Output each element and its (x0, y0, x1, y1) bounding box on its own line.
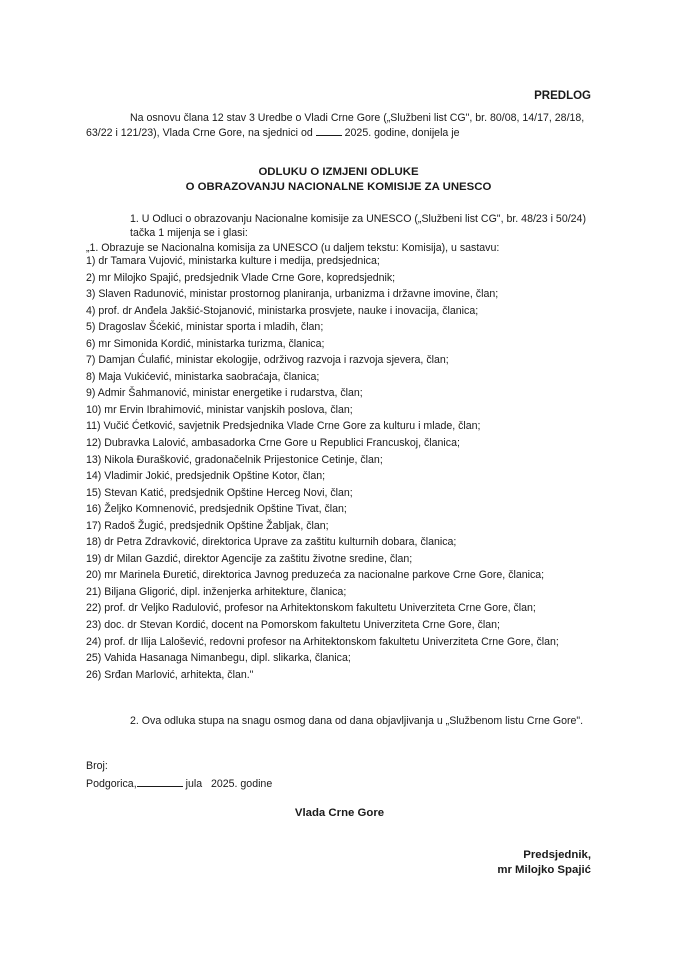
member-item: 10) mr Ervin Ibrahimović, ministar vanjskih poslova, član; (86, 403, 353, 416)
member-item: 25) Vahida Hasanaga Nimanbegu, dipl. slikarka, članica; (86, 652, 351, 665)
member-item: 18) dr Petra Zdravković, direktorica Uprave za zaštitu kulturnih dobara, članica; (86, 536, 457, 549)
government-name: Vlada Crne Gore (294, 807, 385, 819)
article-2 (86, 714, 591, 729)
member-item: 17) Radoš Žugić, predsjednik Opštine Žabljak, član; (86, 519, 329, 532)
document-label: PREDLOG (534, 90, 591, 102)
member-item: 11) Vučić Ćetković, savjetnik Predsjednika Vlade Crne Gore za kulturu i mlade, član; (86, 420, 481, 433)
member-item: 12) Dubravka Lalović, ambasadorka Crne Gore u Republici Francuskoj, članica; (86, 437, 460, 450)
decision-title-line-2: O OBRAZOVANJU NACIONALNE KOMISIJE ZA UNESCO (185, 180, 492, 193)
member-item: 20) mr Marinela Đuretić, direktorica Javnog preduzeća za nacionalne parkove Crne Gore, članica; (86, 569, 545, 582)
decision-title (86, 165, 591, 194)
legal-basis-text-end: 2025. godine, donijela je (344, 127, 460, 139)
place: Podgorica, (86, 778, 137, 790)
date-blank-line (316, 126, 342, 136)
member-item: 5) Dragoslav Šćekić, ministar sporta i mladih, član; (86, 321, 324, 334)
member-item: 8) Maja Vukićević, ministarka saobraćaja, članica; (86, 370, 320, 383)
legal-basis-paragraph (86, 111, 591, 141)
member-item: 21) Biljana Gligorić, dipl. inženjerka arhitekture, članica; (86, 585, 347, 598)
member-item: 22) prof. dr Veljko Radulović, profesor na Arhitektonskom fakultetu Univerziteta Crne Gore, član; (86, 602, 536, 615)
legal-basis-text: Na osnovu člana 12 stav 3 Uredbe o Vladi Crne Gore („Službeni list CG", br. 80/08, 14/17, 28/18, 63/22 i 121/23), Vlada Crne Gore, na sjednici od (86, 112, 585, 139)
member-item: 16) Željko Komnenović, predsjednik Opštine Tivat, član; (86, 503, 347, 516)
member-item: 6) mr Simonida Kordić, ministarka turizma, članica; (86, 337, 325, 350)
member-item: 4) prof. dr Anđela Jakšić-Stojanović, ministarka prosvjete, nauke i inovacija, članica; (86, 304, 479, 317)
members-list (86, 254, 591, 684)
member-item: 19) dr Milan Gazdić, direktor Agencije za zaštitu životne sredine, član; (86, 552, 413, 565)
member-item: 26) Srđan Marlović, arhitekta, član." (86, 668, 254, 681)
document-number: Broj: (86, 760, 108, 772)
member-item: 2) mr Milojko Spajić, predsjednik Vlade Crne Gore, kopredsjednik; (86, 271, 396, 284)
article-1-text: 1. U Odluci o obrazovanju Nacionalne komisije za UNESCO („Službeni list CG", br. 48/23 i 50/24) tačka 1 mijenja se i glasi: (130, 213, 586, 240)
year: 2025. godine (210, 778, 273, 790)
article-2-text: 2. Ova odluka stupa na snagu osmog dana od dana objavljivanja u „Službenom listu Crne Gore". (130, 715, 584, 727)
member-item: 13) Nikola Đurašković, gradonačelnik Prijestonice Cetinje, član; (86, 453, 383, 466)
member-item: 14) Vladimir Jokić, predsjednik Opštine Kotor, član; (86, 470, 326, 483)
month: jula (185, 778, 203, 790)
article-1 (86, 212, 591, 255)
member-item: 9) Admir Šahmanović, ministar energetike i rudarstva, član; (86, 387, 363, 400)
place-date-line (86, 777, 272, 791)
signature-block (497, 848, 591, 878)
member-item: 7) Damjan Ćulafić, ministar ekologije, održivog razvoja i razvoja sjevera, član; (86, 354, 449, 367)
signature-name: mr Milojko Spajić (497, 864, 591, 876)
signature-title: Predsjednik, (523, 849, 591, 861)
article-1-point: „1. Obrazuje se Nacionalna komisija za UNESCO (u daljem tekstu: Komisija), u sastavu: (86, 241, 500, 254)
day-blank-line (137, 777, 183, 787)
member-item: 3) Slaven Radunović, ministar prostornog planiranja, urbanizma i državne imovine, član; (86, 288, 499, 301)
member-item: 24) prof. dr Ilija Lalošević, redovni profesor na Arhitektonskom fakultetu Univerziteta Crne Gore, član; (86, 635, 559, 648)
member-item: 1) dr Tamara Vujović, ministarka kulture i medija, predsjednica; (86, 255, 380, 267)
member-item: 23) doc. dr Stevan Kordić, docent na Pomorskom fakultetu Univerziteta Crne Gore, član; (86, 619, 500, 632)
member-item: 15) Stevan Katić, predsjednik Opštine Herceg Novi, član; (86, 486, 353, 499)
decision-title-line-1: ODLUKU O IZMJENI ODLUKE (258, 166, 419, 178)
